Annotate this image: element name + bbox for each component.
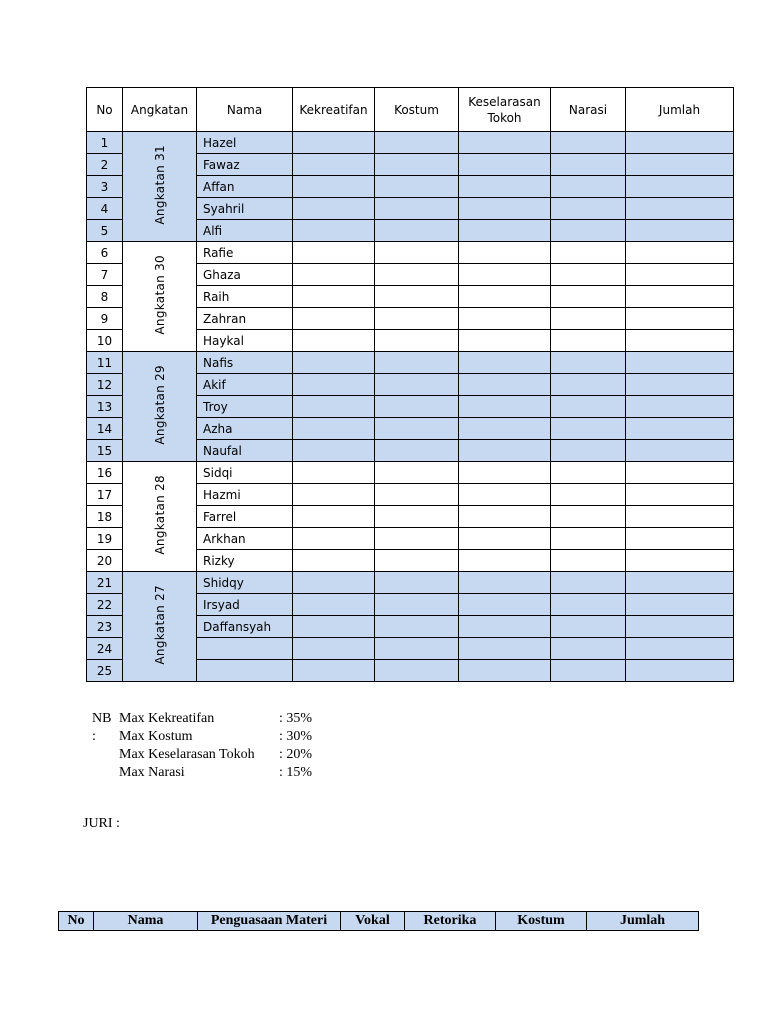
score-narasi-cell[interactable] [551,242,626,264]
score-kekreatifan-cell[interactable] [293,264,375,286]
score-kostum-cell[interactable] [375,132,459,154]
score-jumlah-cell[interactable] [626,132,734,154]
score-jumlah-cell[interactable] [626,374,734,396]
nb-value: : 30% [279,729,313,744]
score-kostum-cell[interactable] [375,616,459,638]
score-kostum-cell[interactable] [375,572,459,594]
second-header-no: No [59,912,94,931]
score-kekreatifan-cell[interactable] [293,638,375,660]
score-keselarasan-cell[interactable] [459,506,551,528]
score-narasi-cell[interactable] [551,352,626,374]
score-kekreatifan-cell[interactable] [293,374,375,396]
score-jumlah-cell[interactable] [626,264,734,286]
row-nama: Affan [197,176,293,198]
score-kekreatifan-cell[interactable] [293,352,375,374]
header-keselarasan-line1: Keselarasan [468,94,541,109]
nb-prefix: NB : [92,711,112,744]
row-nama: Arkhan [197,528,293,550]
score-narasi-cell[interactable] [551,198,626,220]
score-keselarasan-cell[interactable] [459,616,551,638]
score-jumlah-cell[interactable] [626,286,734,308]
row-nama [197,638,293,660]
score-narasi-cell[interactable] [551,374,626,396]
header-narasi: Narasi [551,88,626,132]
score-kekreatifan-cell[interactable] [293,550,375,572]
nb-value: : 15% [279,765,313,780]
score-kekreatifan-cell[interactable] [293,308,375,330]
score-kekreatifan-cell[interactable] [293,154,375,176]
row-nama: Zahran [197,308,293,330]
score-narasi-cell[interactable] [551,154,626,176]
score-narasi-cell[interactable] [551,550,626,572]
score-kostum-cell[interactable] [375,308,459,330]
score-narasi-cell[interactable] [551,286,626,308]
score-kekreatifan-cell[interactable] [293,242,375,264]
score-jumlah-cell[interactable] [626,352,734,374]
row-number: 21 [87,572,123,594]
score-kekreatifan-cell[interactable] [293,418,375,440]
row-number: 4 [87,198,123,220]
angkatan-group-cell [123,572,197,682]
score-keselarasan-cell[interactable] [459,132,551,154]
score-kekreatifan-cell[interactable] [293,286,375,308]
second-score-table [58,911,699,931]
row-number: 7 [87,264,123,286]
score-kostum-cell[interactable] [375,440,459,462]
score-narasi-cell[interactable] [551,506,626,528]
row-nama: Shidqy [197,572,293,594]
row-number: 12 [87,374,123,396]
header-angkatan: Angkatan [123,88,197,132]
row-number: 19 [87,528,123,550]
score-keselarasan-cell[interactable] [459,242,551,264]
row-nama: Haykal [197,330,293,352]
score-jumlah-cell[interactable] [626,220,734,242]
score-keselarasan-cell[interactable] [459,308,551,330]
score-keselarasan-cell[interactable] [459,528,551,550]
score-keselarasan-cell[interactable] [459,396,551,418]
header-keselarasan-tokoh [459,88,551,132]
row-nama: Sidqi [197,462,293,484]
row-number: 3 [87,176,123,198]
table-row [87,352,734,374]
angkatan-group-cell [123,352,197,462]
nb-label: Max Keselarasan Tokoh [119,747,255,762]
score-kekreatifan-cell[interactable] [293,220,375,242]
score-kekreatifan-cell[interactable] [293,440,375,462]
row-nama: Alfi [197,220,293,242]
row-number: 9 [87,308,123,330]
angkatan-label: Angkatan 31 [152,145,167,225]
header-kekreatifan: Kekreatifan [293,88,375,132]
score-jumlah-cell[interactable] [626,330,734,352]
header-nama: Nama [197,88,293,132]
score-kekreatifan-cell[interactable] [293,484,375,506]
score-narasi-cell[interactable] [551,660,626,682]
score-keselarasan-cell[interactable] [459,220,551,242]
score-narasi-cell[interactable] [551,176,626,198]
row-nama: Rizky [197,550,293,572]
score-kekreatifan-cell[interactable] [293,528,375,550]
row-number: 8 [87,286,123,308]
row-nama: Hazmi [197,484,293,506]
score-narasi-cell[interactable] [551,616,626,638]
score-jumlah-cell[interactable] [626,594,734,616]
score-kostum-cell[interactable] [375,176,459,198]
score-narasi-cell[interactable] [551,330,626,352]
row-number: 10 [87,330,123,352]
score-kostum-cell[interactable] [375,506,459,528]
angkatan-group-cell [123,462,197,572]
table-row [87,462,734,484]
row-number: 6 [87,242,123,264]
score-kostum-cell[interactable] [375,352,459,374]
score-kostum-cell[interactable] [375,660,459,682]
angkatan-label: Angkatan 29 [152,365,167,445]
score-kostum-cell[interactable] [375,484,459,506]
score-kostum-cell[interactable] [375,374,459,396]
score-narasi-cell[interactable] [551,462,626,484]
row-number: 15 [87,440,123,462]
score-jumlah-cell[interactable] [626,396,734,418]
nb-value: : 20% [279,747,313,762]
score-kekreatifan-cell[interactable] [293,132,375,154]
score-keselarasan-cell[interactable] [459,198,551,220]
score-keselarasan-cell[interactable] [459,484,551,506]
header-jumlah: Jumlah [626,88,734,132]
score-keselarasan-cell[interactable] [459,264,551,286]
score-narasi-cell[interactable] [551,418,626,440]
score-jumlah-cell[interactable] [626,440,734,462]
score-keselarasan-cell[interactable] [459,286,551,308]
row-nama [197,660,293,682]
row-nama: Troy [197,396,293,418]
score-jumlah-cell[interactable] [626,176,734,198]
row-number: 16 [87,462,123,484]
score-kekreatifan-cell[interactable] [293,176,375,198]
angkatan-group-cell [123,242,197,352]
second-header-nama: Nama [94,912,198,931]
score-kekreatifan-cell[interactable] [293,660,375,682]
row-number: 25 [87,660,123,682]
row-nama: Azha [197,418,293,440]
score-kostum-cell[interactable] [375,594,459,616]
score-keselarasan-cell[interactable] [459,440,551,462]
score-jumlah-cell[interactable] [626,154,734,176]
score-jumlah-cell[interactable] [626,638,734,660]
row-number: 23 [87,616,123,638]
nb-label: Max Kekreatifan [119,711,215,726]
header-keselarasan-line2: Tokoh [487,110,522,125]
score-jumlah-cell[interactable] [626,550,734,572]
score-narasi-cell[interactable] [551,132,626,154]
score-jumlah-cell[interactable] [626,462,734,484]
score-keselarasan-cell[interactable] [459,352,551,374]
score-jumlah-cell[interactable] [626,572,734,594]
score-keselarasan-cell[interactable] [459,154,551,176]
angkatan-label: Angkatan 30 [152,255,167,335]
score-kostum-cell[interactable] [375,220,459,242]
row-nama: Naufal [197,440,293,462]
score-narasi-cell[interactable] [551,484,626,506]
score-kostum-cell[interactable] [375,550,459,572]
score-kekreatifan-cell[interactable] [293,396,375,418]
score-narasi-cell[interactable] [551,528,626,550]
score-jumlah-cell[interactable] [626,308,734,330]
score-kekreatifan-cell[interactable] [293,572,375,594]
score-keselarasan-cell[interactable] [459,176,551,198]
score-keselarasan-cell[interactable] [459,550,551,572]
second-header-row [59,912,699,931]
row-nama: Syahril [197,198,293,220]
score-kostum-cell[interactable] [375,198,459,220]
row-number: 5 [87,220,123,242]
score-kekreatifan-cell[interactable] [293,198,375,220]
table-row [87,242,734,264]
nb-label: Max Kostum [119,729,193,744]
score-narasi-cell[interactable] [551,308,626,330]
row-nama: Nafis [197,352,293,374]
score-keselarasan-cell[interactable] [459,638,551,660]
row-nama: Hazel [197,132,293,154]
row-number: 22 [87,594,123,616]
score-kostum-cell[interactable] [375,462,459,484]
second-header-penguasaan-materi: Penguasaan Materi [198,912,341,931]
score-kekreatifan-cell[interactable] [293,594,375,616]
header-kostum: Kostum [375,88,459,132]
score-jumlah-cell[interactable] [626,616,734,638]
row-nama: Farrel [197,506,293,528]
score-kostum-cell[interactable] [375,154,459,176]
score-kostum-cell[interactable] [375,330,459,352]
row-number: 11 [87,352,123,374]
score-keselarasan-cell[interactable] [459,462,551,484]
row-number: 1 [87,132,123,154]
angkatan-label: Angkatan 27 [152,585,167,665]
score-kostum-cell[interactable] [375,242,459,264]
second-header-jumlah: Jumlah [587,912,699,931]
row-number: 17 [87,484,123,506]
score-jumlah-cell[interactable] [626,242,734,264]
row-number: 14 [87,418,123,440]
row-nama: Rafie [197,242,293,264]
score-narasi-cell[interactable] [551,264,626,286]
score-kostum-cell[interactable] [375,396,459,418]
score-kekreatifan-cell[interactable] [293,506,375,528]
score-kostum-cell[interactable] [375,264,459,286]
angkatan-label: Angkatan 28 [152,475,167,555]
score-narasi-cell[interactable] [551,572,626,594]
row-nama: Irsyad [197,594,293,616]
nb-label: Max Narasi [119,765,185,780]
row-number: 18 [87,506,123,528]
score-jumlah-cell[interactable] [626,198,734,220]
score-kekreatifan-cell[interactable] [293,330,375,352]
score-keselarasan-cell[interactable] [459,374,551,396]
row-nama: Daffansyah [197,616,293,638]
table-row [87,132,734,154]
score-keselarasan-cell[interactable] [459,418,551,440]
score-table [86,87,734,682]
score-keselarasan-cell[interactable] [459,594,551,616]
score-kostum-cell[interactable] [375,638,459,660]
row-number: 24 [87,638,123,660]
angkatan-group-cell [123,132,197,242]
table-row [87,572,734,594]
score-keselarasan-cell[interactable] [459,330,551,352]
score-jumlah-cell[interactable] [626,506,734,528]
score-narasi-cell[interactable] [551,220,626,242]
score-kostum-cell[interactable] [375,418,459,440]
row-nama: Akif [197,374,293,396]
row-nama: Raih [197,286,293,308]
score-keselarasan-cell[interactable] [459,660,551,682]
score-narasi-cell[interactable] [551,396,626,418]
header-row [87,88,734,132]
score-kostum-cell[interactable] [375,286,459,308]
row-number: 13 [87,396,123,418]
score-kekreatifan-cell[interactable] [293,462,375,484]
score-jumlah-cell[interactable] [626,660,734,682]
header-no: No [87,88,123,132]
score-narasi-cell[interactable] [551,594,626,616]
score-jumlah-cell[interactable] [626,528,734,550]
second-header-retorika: Retorika [405,912,496,931]
row-nama: Fawaz [197,154,293,176]
score-kostum-cell[interactable] [375,528,459,550]
nb-value: : 35% [279,711,313,726]
row-number: 2 [87,154,123,176]
score-narasi-cell[interactable] [551,638,626,660]
second-header-vokal: Vokal [341,912,405,931]
score-kekreatifan-cell[interactable] [293,616,375,638]
score-keselarasan-cell[interactable] [459,572,551,594]
score-narasi-cell[interactable] [551,440,626,462]
row-number: 20 [87,550,123,572]
juri-label: JURI : [83,816,120,831]
second-header-kostum: Kostum [496,912,587,931]
score-jumlah-cell[interactable] [626,484,734,506]
score-jumlah-cell[interactable] [626,418,734,440]
row-nama: Ghaza [197,264,293,286]
